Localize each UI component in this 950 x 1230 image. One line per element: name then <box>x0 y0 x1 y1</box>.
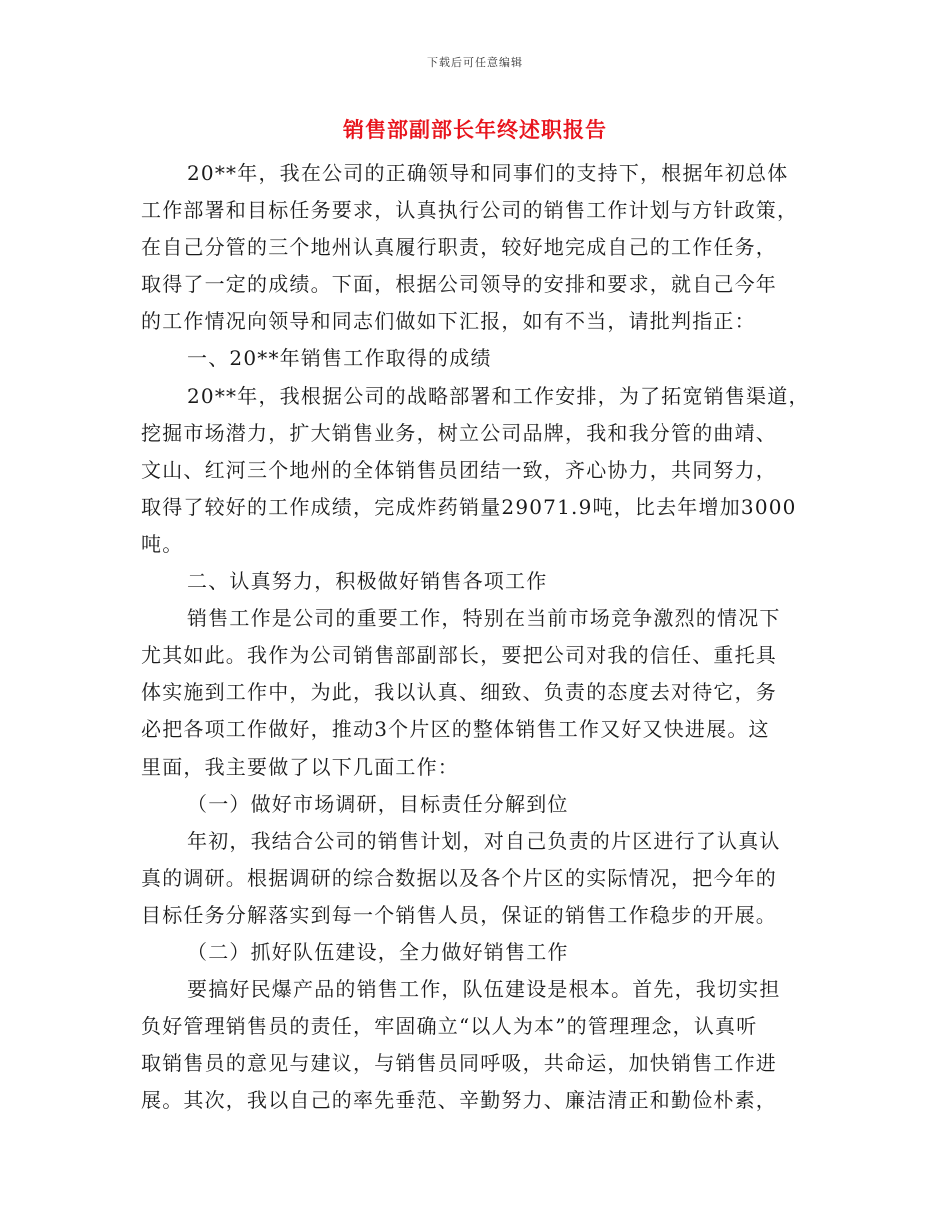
text-line: 目标任务分解落实到每一个销售人员，保证的销售工作稳步的开展。 <box>141 902 777 927</box>
text-line: 的工作情况向领导和同志们做如下汇报，如有不当，请批判指正： <box>141 309 756 334</box>
text-line: 挖掘市场潜力，扩大销售业务，树立公司品牌，我和我分管的曲靖、 <box>141 420 777 445</box>
subsection-heading: （二）抓好队伍建设，全力做好销售工作 <box>187 939 569 964</box>
text-line: 必把各项工作做好，推动3个片区的整体销售工作又好又快进展。这 <box>141 717 770 742</box>
text-line: 里面，我主要做了以下几面工作： <box>141 754 459 779</box>
text-line: 体实施到工作中，为此，我以认真、细致、负责的态度去对待它，务 <box>141 680 777 705</box>
text-line: 取销售员的意见与建议，与销售员同呼吸，共命运，加快销售工作进 <box>141 1051 777 1076</box>
text-line: 文山、红河三个地州的全体销售员团结一致，齐心协力，共同努力， <box>141 457 777 482</box>
text-line: 展。其次，我以自己的率先垂范、辛勤努力、廉洁清正和勤俭朴素， <box>141 1088 777 1113</box>
text-line: 取得了一定的成绩。下面，根据公司领导的安排和要求，就自己今年 <box>141 272 777 297</box>
text-line: 在自己分管的三个地州认真履行职责，较好地完成自己的工作任务， <box>141 235 777 260</box>
subsection-heading: （一）做好市场调研，目标责任分解到位 <box>187 791 569 816</box>
text-line: 要搞好民爆产品的销售工作，队伍建设是根本。首先，我切实担 <box>187 977 781 1002</box>
text-line: 年初，我结合公司的销售计划，对自己负责的片区进行了认真认 <box>187 828 781 853</box>
section-heading: 一、20**年销售工作取得的成绩 <box>187 346 492 371</box>
text-line: 工作部署和目标任务要求，认真执行公司的销售工作计划与方针政策， <box>141 198 799 223</box>
header-note: 下载后可任意编辑 <box>427 56 523 69</box>
text-line: 吨。 <box>141 531 184 556</box>
text-line: 真的调研。根据调研的综合数据以及各个片区的实际情况，把今年的 <box>141 865 777 890</box>
text-line: 20**年，我根据公司的战略部署和工作安排，为了拓宽销售渠道， <box>187 383 810 408</box>
text-line: 取得了较好的工作成绩，完成炸药销量29071.9吨，比去年增加3000 <box>141 494 797 519</box>
text-line: 尤其如此。我作为公司销售部副部长，要把公司对我的信任、重托具 <box>141 643 777 668</box>
text-line: 负好管理销售员的责任，牢固确立“以人为本”的管理理念，认真听 <box>141 1014 758 1039</box>
document-title: 销售部副部长年终述职报告 <box>343 117 607 142</box>
section-heading: 二、认真努力，积极做好销售各项工作 <box>187 569 548 594</box>
document-body <box>141 155 809 1119</box>
text-line: 销售工作是公司的重要工作，特别在当前市场竞争激烈的情况下 <box>187 606 781 631</box>
text-line: 20**年，我在公司的正确领导和同事们的支持下，根据年初总体 <box>187 161 789 185</box>
